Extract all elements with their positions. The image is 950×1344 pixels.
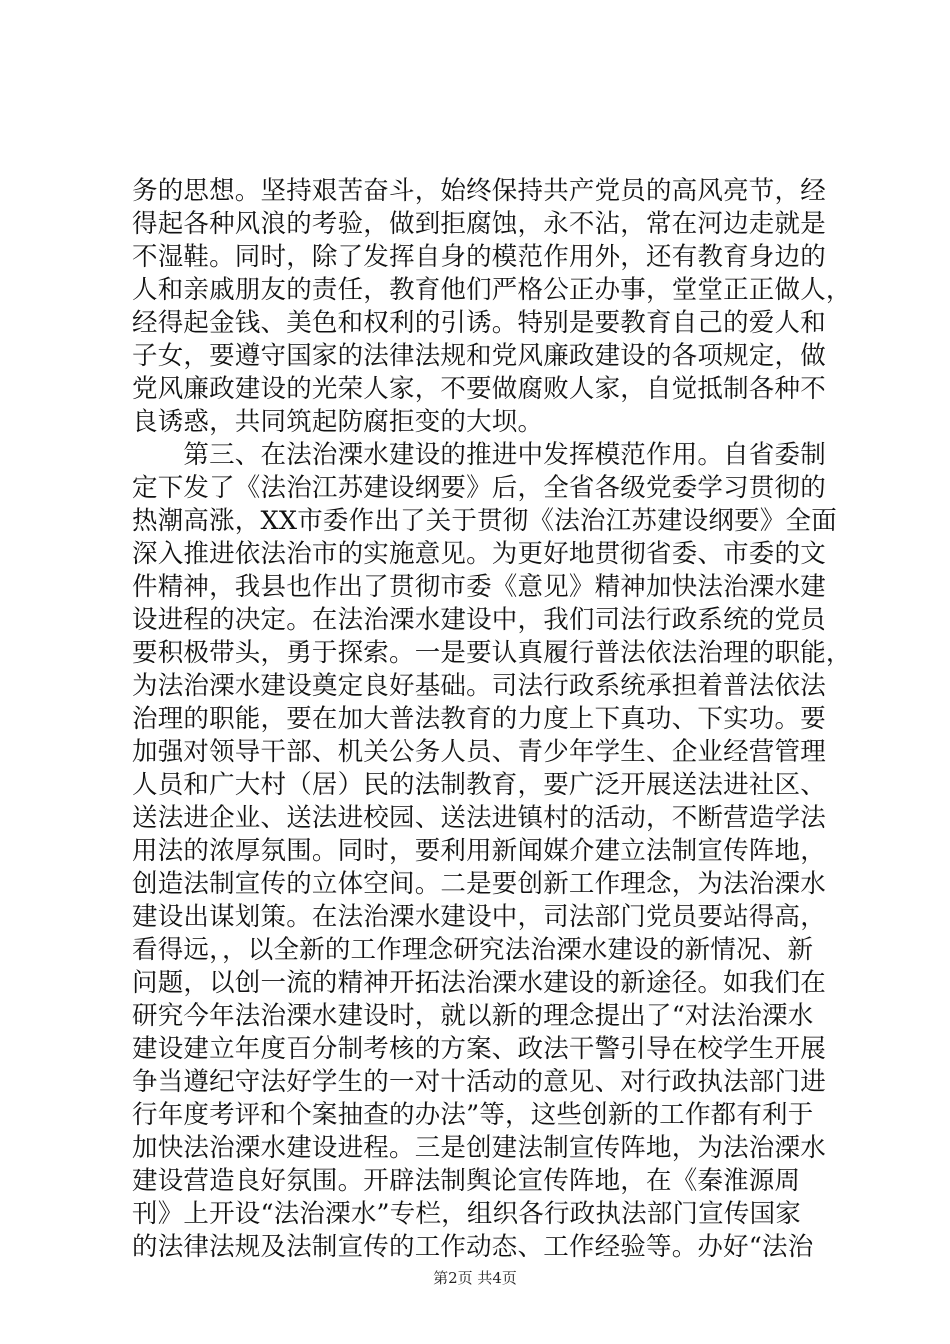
body-line: 刊》上开设“法治溧水”专栏，组织各行政执法部门宣传国家 [132, 1199, 801, 1229]
body-line: 深入推进依法治市的实施意见。为更好地贯彻省委、市委的文 [132, 539, 826, 569]
body-line: 人和亲戚朋友的责任，教育他们严格公正办事，堂堂正正做人， [132, 275, 852, 305]
body-line: 行年度考评和个案抽查的办法”等，这些创新的工作都有利于 [132, 1100, 814, 1130]
body-line: 务的思想。坚持艰苦奋斗，始终保持共产党员的高风亮节，经 [132, 176, 826, 206]
body-line: 经得起金钱、美色和权利的引诱。特别是要教育自己的爱人和 [132, 308, 826, 338]
body-line: 建设营造良好氛围。开辟法制舆论宣传阵地，在《秦淮源周 [132, 1166, 801, 1196]
body-line: 用法的浓厚氛围。同时，要利用新闻媒介建立法制宣传阵地， [132, 836, 826, 866]
body-line: 治理的职能，要在加大普法教育的力度上下真功、下实功。要 [132, 704, 826, 734]
body-line: 为法治溧水建设奠定良好基础。司法行政系统承担着普法依法 [132, 671, 826, 701]
body-line: 的法律法规及法制宣传的工作动态、工作经验等。办好“法治 [132, 1232, 814, 1262]
body-line: 争当遵纪守法好学生的一对十活动的意见、对行政执法部门进 [132, 1067, 826, 1097]
body-line: 看得远，，以全新的工作理念研究法治溧水建设的新情况、新 [132, 935, 814, 965]
body-line: 建设出谋划策。在法治溧水建设中，司法部门党员要站得高， [132, 902, 826, 932]
body-line: 建设建立年度百分制考核的方案、政法干警引导在校学生开展 [132, 1034, 826, 1064]
body-line: 热潮高涨，XX市委作出了关于贯彻《法治江苏建设纲要》全面 [132, 506, 837, 536]
body-line: 设进程的决定。在法治溧水建设中，我们司法行政系统的党员 [132, 605, 826, 635]
body-line: 人员和广大村（居）民的法制教育，要广泛开展送法进社区、 [132, 770, 826, 800]
body-line: 件精神，我县也作出了贯彻市委《意见》精神加快法治溧水建 [132, 572, 826, 602]
body-line: 子女，要遵守国家的法律法规和党风廉政建设的各项规定，做 [132, 341, 826, 371]
body-line: 党风廉政建设的光荣人家，不要做腐败人家，自觉抵制各种不 [132, 374, 826, 404]
body-line: 得起各种风浪的考验，做到拒腐蚀，永不沾，常在河边走就是 [132, 209, 826, 239]
paragraph-start-line: 第三、在法治溧水建设的推进中发挥模范作用。自省委制 [132, 440, 826, 470]
body-line: 问题，以创一流的精神开拓法治溧水建设的新途径。如我们在 [132, 968, 826, 998]
body-line: 加快法治溧水建设进程。三是创建法制宣传阵地，为法治溧水 [132, 1133, 826, 1163]
body-line: 创造法制宣传的立体空间。二是要创新工作理念，为法治溧水 [132, 869, 826, 899]
body-line: 定下发了《法治江苏建设纲要》后，全省各级党委学习贯彻的 [132, 473, 826, 503]
body-line: 不湿鞋。同时，除了发挥自身的模范作用外，还有教育身边的 [132, 242, 826, 272]
body-line: 加强对领导干部、机关公务人员、青少年学生、企业经营管理 [132, 737, 826, 767]
page-footer: 第2页 共4页 [433, 1269, 517, 1287]
body-line: 研究今年法治溧水建设时，就以新的理念提出了“对法治溧水 [132, 1001, 814, 1031]
body-line: 送法进企业、送法进校园、送法进镇村的活动，不断营造学法 [132, 803, 826, 833]
body-line: 要积极带头，勇于探索。一是要认真履行普法依法治理的职能， [132, 638, 852, 668]
body-line: 良诱惑，共同筑起防腐拒变的大坝。 [132, 407, 544, 437]
